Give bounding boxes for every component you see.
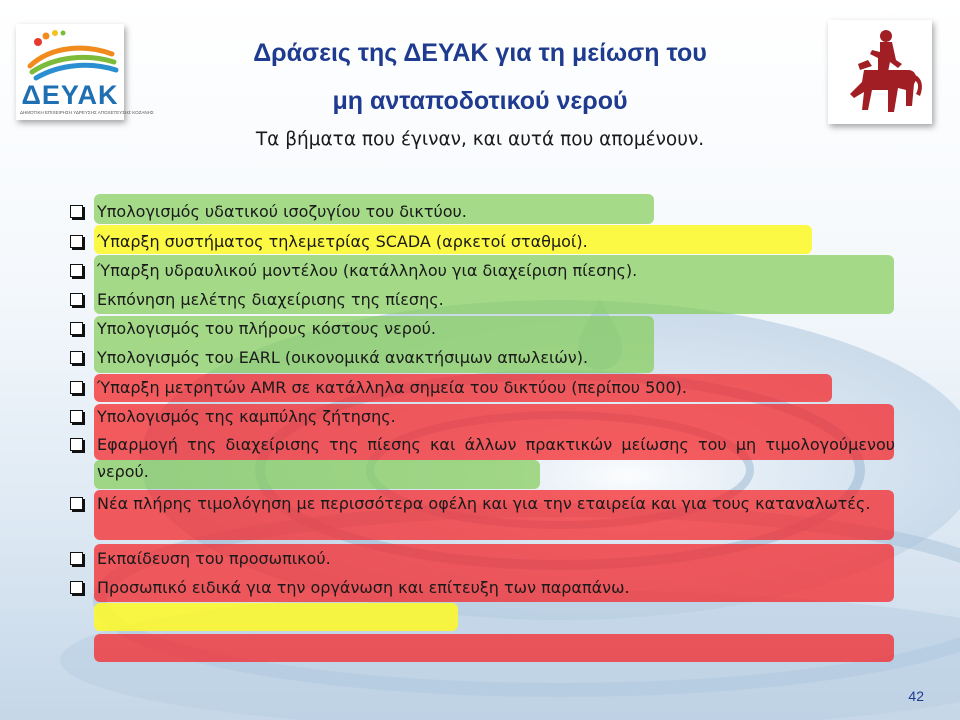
checkbox-bullet-icon <box>70 264 83 277</box>
checkbox-bullet-icon <box>70 497 83 510</box>
highlight-yellow-2 <box>94 603 458 631</box>
logo-brand-text: ΔΕΥΑΚ <box>21 80 119 110</box>
checkbox-bullet-icon <box>70 322 83 335</box>
checkbox-bullet-icon <box>70 205 83 218</box>
list-item-text: Εφαρμογή της διαχείρισης της πίεσης και άλλων πρακτικών μείωσης του μη τιμολογούμενου νερού. <box>97 435 895 481</box>
checkbox-bullet-icon <box>70 552 83 565</box>
logo-subtitle: ΔΗΜΟΤΙΚΗ ΕΠΙΧΕΙΡΗΣΗ ΥΔΡΕΥΣΗΣ ΑΠΟΧΕΤΕΥΣΗΣ ΚΟΖΑΝΗΣ <box>20 110 154 115</box>
checkbox-bullet-icon <box>70 581 83 594</box>
deyak-logo <box>16 24 154 120</box>
title-line-2: μη ανταποδοτικού νερού <box>332 87 628 115</box>
list-item-text: Υπολογισμός της καμπύλης ζήτησης. <box>97 407 396 426</box>
checkbox-bullet-icon <box>70 381 83 394</box>
highlight-red-5 <box>94 634 894 662</box>
title-line-1: Δράσεις της ΔΕΥΑΚ για τη μείωση του <box>253 39 707 67</box>
list-item-text: Εκπαίδευση του προσωπικού. <box>97 549 331 568</box>
list-item-text: Ύπαρξη μετρητών AMR σε κατάλληλα σημεία του δικτύου (περίπου 500). <box>97 378 687 397</box>
checkbox-bullet-icon <box>70 351 83 364</box>
list-item-text: Ύπαρξη υδραυλικού μοντέλου (κατάλληλου για διαχείριση πίεσης). <box>97 261 638 280</box>
checkbox-bullet-icon <box>70 235 83 248</box>
list-item-text: Υπολογισμός του EARL (οικονομικά ανακτήσιμων απωλειών). <box>97 348 589 367</box>
deyak-logo-icon <box>16 24 124 84</box>
slide-subtitle: Τα βήματα που έγιναν, και αυτά που απομένουν. <box>255 129 705 150</box>
checkbox-bullet-icon <box>70 438 83 451</box>
page-number: 42 <box>908 688 924 704</box>
list-item-text: Ύπαρξη συστήματος τηλεμετρίας SCADA (αρκετοί σταθμοί). <box>97 232 588 251</box>
list-item-text: Υπολογισμός υδατικού ισοζυγίου του δικτύου. <box>97 202 467 221</box>
list-item-text: Νέα πλήρης τιμολόγηση με περισσότερα οφέλη και για την εταιρεία και για τους καταναλωτές. <box>97 494 871 513</box>
centaur-emblem-icon <box>828 20 932 124</box>
list-item-text: Προσωπικό ειδικά για την οργάνωση και επίτευξη των παραπάνω. <box>97 578 630 597</box>
checkbox-bullet-icon <box>70 410 83 423</box>
checkbox-bullet-icon <box>70 293 83 306</box>
university-emblem <box>828 20 932 124</box>
list-item-text: Εκπόνηση μελέτης διαχείρισης της πίεσης. <box>97 290 444 309</box>
list-item-text: Υπολογισμός του πλήρους κόστους νερού. <box>97 319 436 338</box>
